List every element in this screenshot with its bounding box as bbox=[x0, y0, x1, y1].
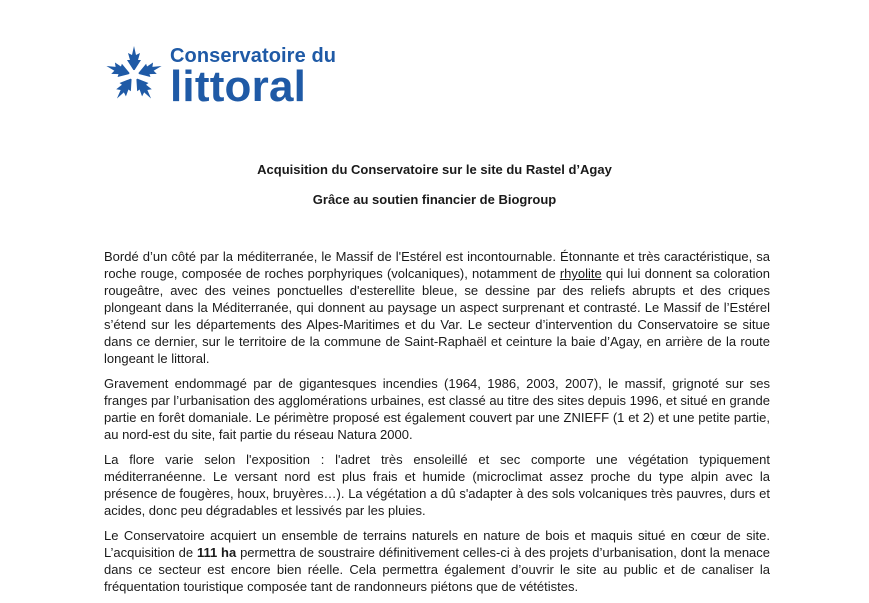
paragraph-fires: Gravement endommagé par de gigantesques incendies (1964, 1986, 2003, 2007), le massif, grignoté sur ses franges par l’urbanisation des agglomérations urbaines, est classé au titre des sites depuis 1996, et situé en grande partie en forêt domaniale. Le périmètre proposé est également couvert par une ZNIEFF (1 et 2) et une petite partie, au nord-est du site, fait partie du réseau Natura 2000. bbox=[104, 376, 770, 442]
paragraph-acquisition-text-end: permettra de soustraire définitivement celles-ci à des projets d’urbanisation, dont la menace dans ce secteur est encore bien réelle. Cela permettra également d’ouvrir le site au public et de canaliser la fréquentation touristique composée tant de randonneurs piétons que de vététistes. bbox=[104, 545, 771, 594]
rhyolite-link[interactable]: rhyolite bbox=[559, 266, 602, 281]
paragraph-acquisition bbox=[104, 527, 770, 595]
logo-line-1: Conservatoire du bbox=[170, 45, 337, 67]
paragraph-flora: La flore varie selon l'exposition : l'adret très ensoleillé et sec comporte une végétation typiquement méditerranéenne. Le versant nord est plus frais et humide (microclimat assez proche du type alpin avec la présence de fougères, houx, bruyères…). La végétation a dû s'adapter à des sols volcaniques très pauvres, durs et acides, donc peu dégradables et lessivés par les pluies. bbox=[104, 452, 770, 518]
star-leaf-logo-icon bbox=[104, 44, 164, 104]
paragraph-massif-text-end: qui lui donnent sa coloration rougeâtre, avec des veines ponctuelles d'esterellite bleue, se dessine par des reliefs abrupts et des criques plongeant dans la Méditerranée, qui donnent au paysage un aspect surprenant et contrasté. Le Massif de l’Estérel s’étend sur les départements des Alpes-Maritimes et du Var. Le secteur d’intervention du Conservatoire se situe dans ce dernier, sur le territoire de la commune de Saint-Raphaël et ceinture la baie d’Agay, en arrière de la route longeant le littoral. bbox=[104, 266, 770, 366]
logo-wordmark bbox=[170, 44, 336, 109]
paragraph-acquisition-text-start: Le Conservatoire acquiert un ensemble de terrains naturels en nature de bois et maquis situé en cœur de site. L’acquisition de bbox=[104, 528, 770, 560]
document-body bbox=[104, 248, 770, 603]
logo bbox=[104, 44, 336, 109]
document-subtitle: Grâce au soutien financier de Biogroup bbox=[312, 192, 557, 207]
paragraph-massif bbox=[104, 248, 770, 367]
logo-line-2: littoral bbox=[170, 62, 307, 111]
paragraph-massif-text-start: Bordé d’un côté par la méditerranée, le Massif de l'Estérel est incontournable. Étonnante et très caractéristique, sa roche rouge, composée de roches porphyriques (volcaniques), notamment de bbox=[104, 249, 770, 281]
document-title: Acquisition du Conservatoire sur le site du Rastel d’Agay bbox=[257, 162, 612, 177]
acquisition-area: 111 ha bbox=[196, 545, 237, 560]
